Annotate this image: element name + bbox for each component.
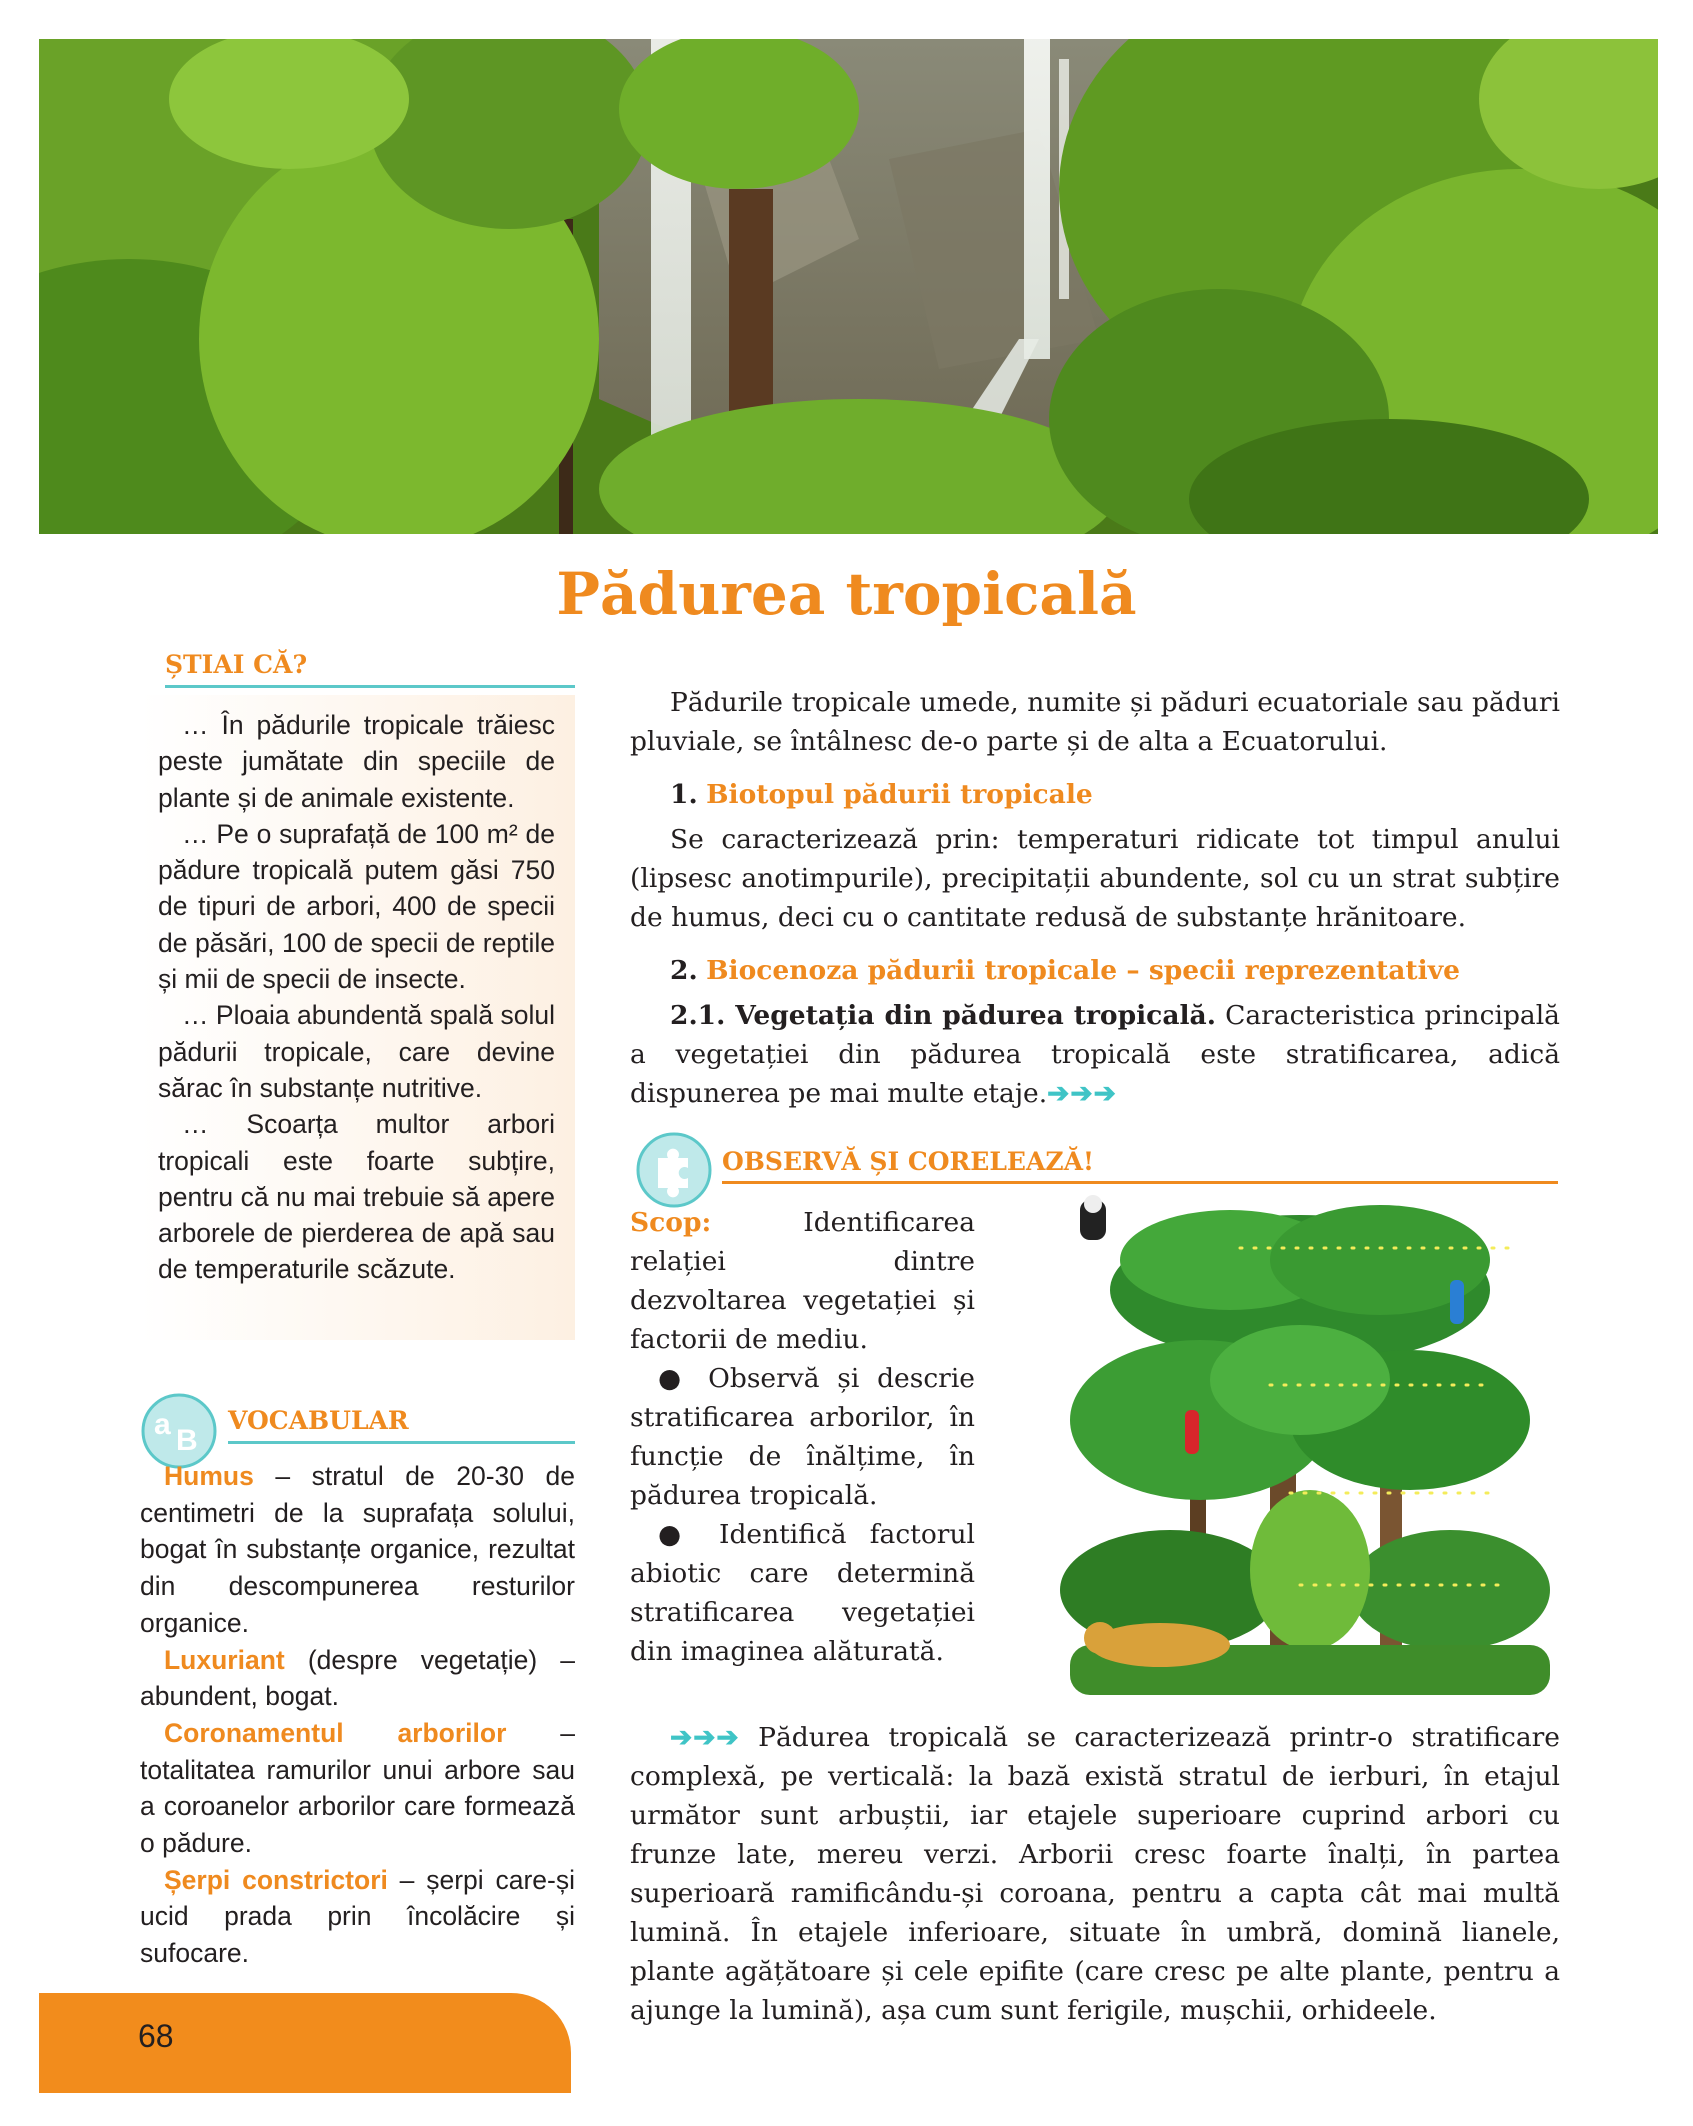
scope-text: Identificarea relației dintre dezvoltarea vegetației și factorii de mediu. [630,1207,975,1355]
continue-arrows-icon: ➔➔➔ [1047,1078,1117,1109]
fact-item: … Pe o suprafață de 100 m² de pădure tropicală putem găsi 750 de tipuri de arbori, 400 de specii de păsări, 100 de specii de reptile și mii de specii de insecte. [158,818,555,995]
did-you-know-heading: ȘTIAI CĂ? [165,650,575,688]
vocab-entry [140,1642,575,1715]
section-1-heading [630,775,1560,814]
vocab-definition: – stratul de 20-30 de centimetri de la suprafața solului, bogat în substanțe organice, rezultat din descompunerea resturilor organice. [140,1461,575,1638]
section-2-title: Biocenoza pădurii tropicale – specii reprezentative [706,955,1460,986]
vocabulary-heading: VOCABULAR [228,1406,575,1444]
svg-text:B: B [176,1424,198,1457]
vocabulary-list [140,1458,575,1972]
footer-bar [39,1993,571,2093]
vocab-term: Șerpi constrictori [164,1864,388,1895]
observe-heading: OBSERVĂ ȘI CORELEAZĂ! [722,1147,1558,1184]
page-title: Pădurea tropicală [556,560,1137,628]
scope-label: Scop: [630,1207,712,1238]
vocab-term: Humus [164,1461,254,1491]
activity-bullet: ● Identifică factorul abiotic care determină stratificarea vegetației din imaginea alăturată. [630,1519,975,1667]
hero-photo-rainforest-waterfall [39,39,1658,534]
fact-item: … Ploaia abundentă spală solul pădurii tropicale, care devine sărac în substanțe nutritive. [158,1000,555,1103]
svg-text:a: a [154,1408,171,1441]
forest-stratification-illustration [1050,1190,1570,1705]
scope-paragraph [630,1203,975,1359]
continue-arrows-icon: ➔➔➔ [670,1722,740,1753]
section-2-number: 2. [670,955,698,986]
section-2-heading [630,951,1560,990]
vocab-term: Luxuriant [164,1644,285,1675]
vocab-term: Coronamentul arborilor [164,1717,507,1748]
main-content-bottom [630,1718,1560,2030]
subsection-2-1-title: 2.1. Vegetația din pădurea tropicală. [670,1000,1216,1031]
vocab-entry [140,1862,575,1972]
conclusion-text: Pădurea tropicală se caracterizează printr-o stratificare complexă, pe verticală: la bază există stratul de ierburi, în etajul următor sunt arbuștii, iar etajele superioare cuprind arbori cu frunze late, mereu verzi. Arborii cresc foarte înalți, în partea superioară ramificându-și coroana, pentru a capta cât mai multă lumină. În etajele inferioare, situate în umbră, domină lianele, plante agățătoare și cele epifite (care cresc pe alte plante, pentru a ajunge la lumină), așa cum sunt ferigile, mușchii, orhideele. [630,1722,1560,2026]
subsection-2-1-text: Caracteristica principală a vegetației din pădurea tropicală este stratificarea, adică dispunerea pe mai multe etaje. [630,1000,1560,1109]
fact-item: … Scoarța multor arbori tropicali este foarte subțire, pentru că nu mai trebuie să apere arborele de pierderea de apă sau de temperaturile scăzute. [158,1109,555,1285]
section-1-title: Biotopul pădurii tropicale [706,779,1093,810]
puzzle-badge-icon [632,1128,716,1212]
vocab-entry [140,1715,575,1862]
vocab-definition: (despre vegetație) – abundent, bogat. [140,1644,575,1712]
did-you-know-box [140,695,575,1340]
section-1-text: Se caracterizează prin: temperaturi ridicate tot timpul anului (lipsesc anotimpurile), precipitații abundente, sol cu un strat subțire de humus, deci cu o cantitate redusă de substanțe hrănitoare. [630,824,1560,933]
activity-bullet: ● Observă și descrie stratificarea arborilor, în funcție de înălțime, în pădurea tropicală. [630,1363,975,1511]
subsection-2-1 [630,996,1560,1113]
fact-item: … În pădurile tropicale trăiesc peste jumătate din speciile de plante și de animale existente. [158,710,555,813]
main-content-top [630,683,1560,1113]
intro-paragraph: Pădurile tropicale umede, numite și păduri ecuatoriale sau păduri pluviale, se întâlnesc de-o parte și de alta a Ecuatorului. [630,687,1560,757]
vocab-definition: – șerpi care-și ucid prada prin încolăcire și sufocare. [140,1864,575,1969]
observe-activity [630,1203,975,1671]
conclusion-paragraph [630,1718,1560,2030]
page-number: 68 [138,2018,174,2054]
vocab-definition: – totalitatea ramurilor unui arbore sau a coroanelor arborilor care formează o pădure. [140,1717,575,1859]
section-1-number: 1. [670,779,698,810]
vocab-entry [140,1458,575,1642]
